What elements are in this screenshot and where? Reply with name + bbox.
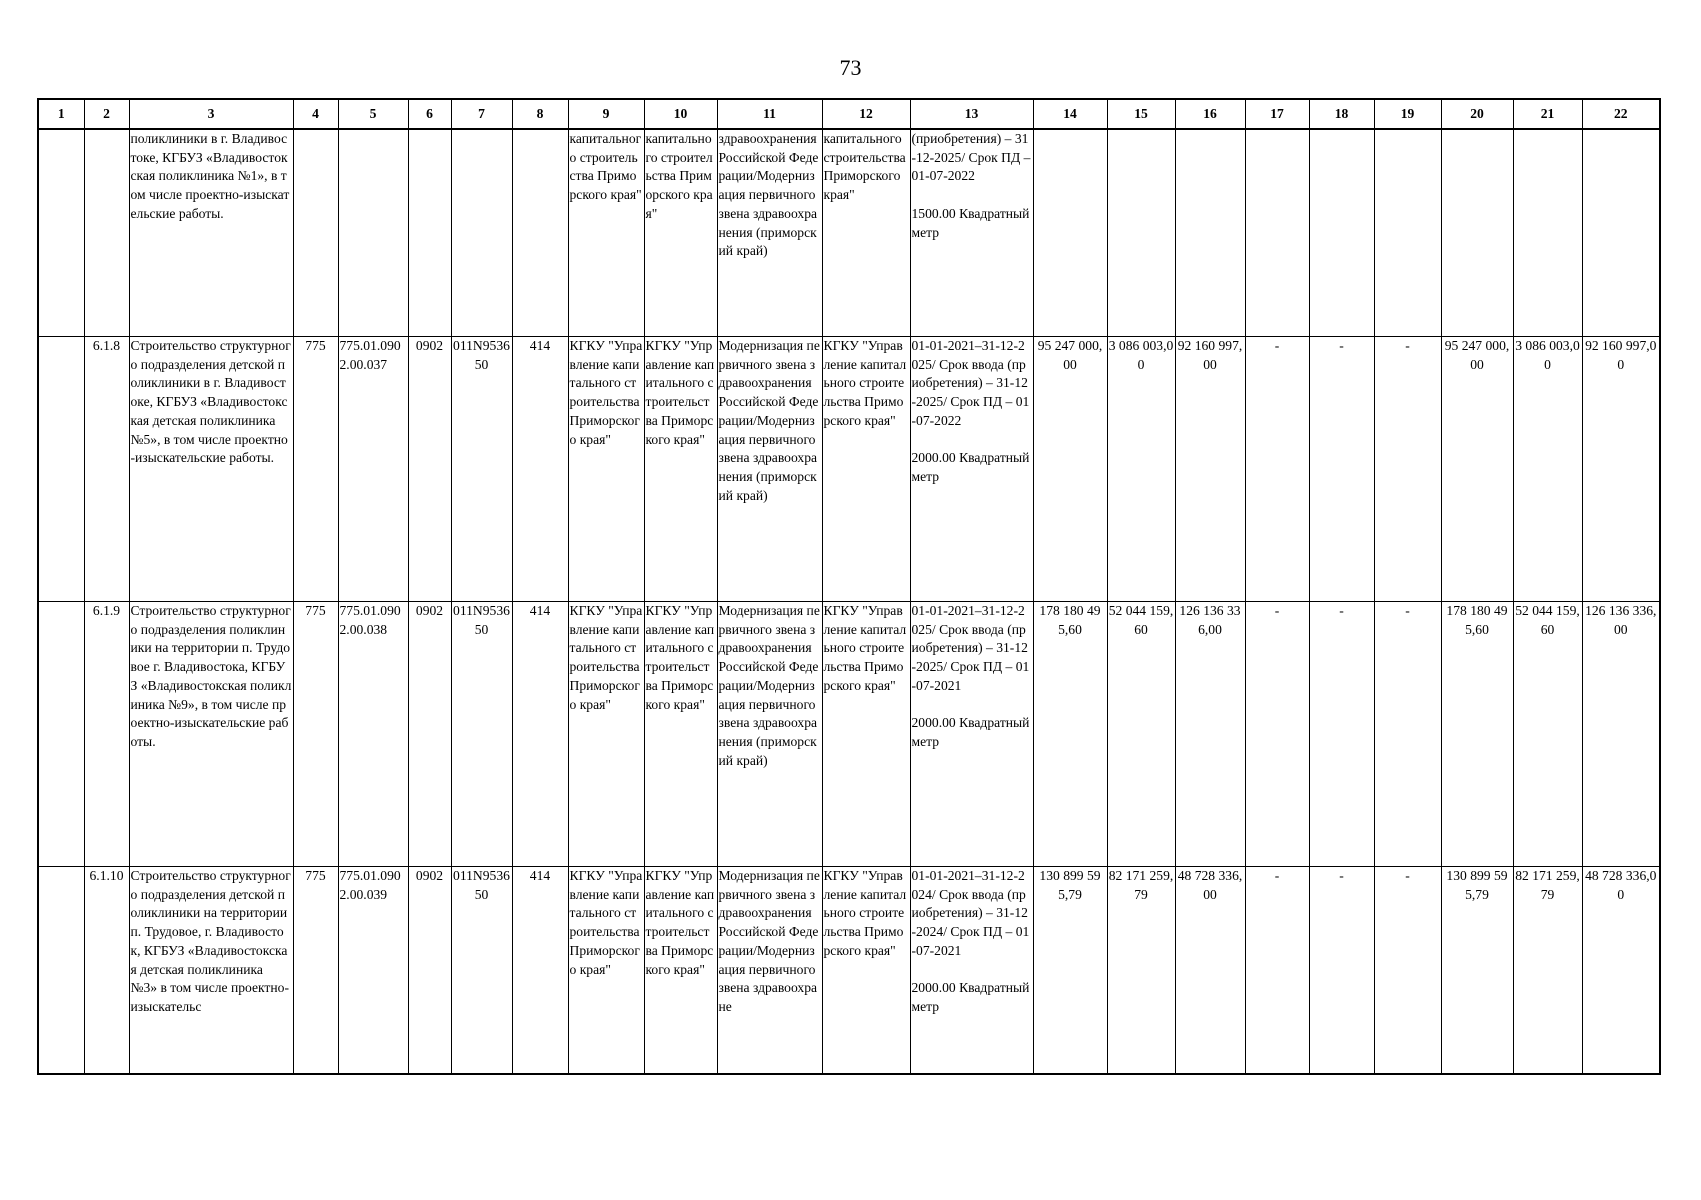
cell-organization: КГКУ "Управление капитального строительства Приморского края" (822, 867, 910, 1075)
cell-amount: 48 728 336,00 (1582, 867, 1660, 1075)
cell-section: 0902 (408, 867, 451, 1075)
cell-amount: 3 086 003,00 (1107, 337, 1175, 602)
cell-target-article: 011N953650 (451, 602, 512, 867)
cell-customer: КГКУ "Управление капитального строительства Приморского края" (568, 867, 644, 1075)
cell-section: 0902 (408, 602, 451, 867)
cell-project: Модернизация первичного звена здравоохранения Российской Федерации/Модернизация первичного звена здравоохранения (приморский край) (717, 602, 822, 867)
cell-code: 775.01.0902.00.037 (338, 337, 408, 602)
cell-item-number: 6.1.8 (84, 337, 129, 602)
cell-amount: - (1245, 337, 1309, 602)
cell-amount: - (1374, 602, 1441, 867)
cell-amount: - (1245, 867, 1309, 1075)
cell-amount: 92 160 997,00 (1175, 337, 1245, 602)
cell-amount: 82 171 259,79 (1107, 867, 1175, 1075)
cell-target-article: 011N953650 (451, 867, 512, 1075)
cell-object-name: Строительство структурного подразделения детской поликлиники на территории п. Трудовое, г. Владивосток, КГБУЗ «Владивостокская детская поликлиника №3» в том числе проектно-изыскательс (129, 867, 293, 1075)
cell-target-article: 011N953650 (451, 337, 512, 602)
cell-amount: 95 247 000,00 (1441, 337, 1513, 602)
cell-amount: 130 899 595,79 (1033, 867, 1107, 1075)
cell-expense-type: 414 (512, 867, 568, 1075)
cell-amount: 82 171 259,79 (1513, 867, 1582, 1075)
column-header: 9 (568, 99, 644, 129)
cell-organization: КГКУ "Управление капитального строительства Приморского края" (822, 602, 910, 867)
column-header: 1 (38, 99, 84, 129)
column-header: 7 (451, 99, 512, 129)
table-row (38, 867, 1660, 1075)
cell-4 (293, 129, 338, 337)
column-header: 14 (1033, 99, 1107, 129)
cell-code: 775.01.0902.00.038 (338, 602, 408, 867)
column-header: 3 (129, 99, 293, 129)
cell-4: 775 (293, 867, 338, 1075)
cell-object-name: поликлиники в г. Владивостоке, КГБУЗ «Владивостокская поликлиника №1», в том числе проектно-изыскательские работы. (129, 129, 293, 337)
budget-table (37, 98, 1661, 1075)
cell-amount (1582, 129, 1660, 337)
cell-code: 775.01.0902.00.039 (338, 867, 408, 1075)
column-header: 19 (1374, 99, 1441, 129)
cell-amount (1513, 129, 1582, 337)
cell-section (408, 129, 451, 337)
cell-amount: - (1309, 602, 1374, 867)
cell-expense-type: 414 (512, 337, 568, 602)
cell-project: Модернизация первичного звена здравоохранения Российской Федерации/Модернизация первичного звена здравоохране (717, 867, 822, 1075)
cell-item-number: 6.1.9 (84, 602, 129, 867)
column-header: 20 (1441, 99, 1513, 129)
cell-amount: 178 180 495,60 (1441, 602, 1513, 867)
column-header: 2 (84, 99, 129, 129)
cell-developer: КГКУ "Управление капитального строительства Приморского края" (644, 602, 717, 867)
cell-organization: КГКУ "Управление капитального строительства Приморского края" (822, 337, 910, 602)
cell-amount: - (1245, 602, 1309, 867)
table-row (38, 129, 1660, 337)
cell-target-article (451, 129, 512, 337)
cell-expense-type: 414 (512, 602, 568, 867)
cell-amount: 126 136 336,00 (1175, 602, 1245, 867)
column-number-row (38, 99, 1660, 129)
cell-customer: КГКУ "Управление капитального строительства Приморского края" (568, 337, 644, 602)
cell-item-number: 6.1.10 (84, 867, 129, 1075)
cell-amount: 95 247 000,00 (1033, 337, 1107, 602)
cell-amount: - (1309, 337, 1374, 602)
cell-expense-type (512, 129, 568, 337)
page-number: 73 (839, 55, 862, 80)
cell-1 (38, 129, 84, 337)
cell-object-name: Строительство структурного подразделения детской поликлиники в г. Владивостоке, КГБУЗ «Владивостокская детская поликлиника №5», в том числе проектно-изыскательские работы. (129, 337, 293, 602)
cell-amount (1107, 129, 1175, 337)
cell-deadlines: (приобретения) – 31-12-2025/ Срок ПД – 01-07-2022 1500.00 Квадратный метр (910, 129, 1033, 337)
cell-deadlines: 01-01-2021–31-12-2025/ Срок ввода (приобретения) – 31-12-2025/ Срок ПД – 01-07-2021 2000.00 Квадратный метр (910, 602, 1033, 867)
column-header: 12 (822, 99, 910, 129)
column-header: 11 (717, 99, 822, 129)
cell-amount: 178 180 495,60 (1033, 602, 1107, 867)
cell-item-number (84, 129, 129, 337)
column-header: 21 (1513, 99, 1582, 129)
cell-section: 0902 (408, 337, 451, 602)
cell-4: 775 (293, 602, 338, 867)
cell-amount (1441, 129, 1513, 337)
cell-1 (38, 867, 84, 1075)
column-header: 5 (338, 99, 408, 129)
cell-1 (38, 337, 84, 602)
cell-developer: капитального строительства Приморского края" (644, 129, 717, 337)
cell-project: Модернизация первичного звена здравоохранения Российской Федерации/Модернизация первичного звена здравоохранения (приморский край) (717, 337, 822, 602)
cell-amount: 48 728 336,00 (1175, 867, 1245, 1075)
cell-amount (1175, 129, 1245, 337)
column-header: 4 (293, 99, 338, 129)
cell-developer: КГКУ "Управление капитального строительства Приморского края" (644, 337, 717, 602)
cell-amount (1309, 129, 1374, 337)
cell-customer: КГКУ "Управление капитального строительства Приморского края" (568, 602, 644, 867)
cell-amount (1374, 129, 1441, 337)
cell-deadlines: 01-01-2021–31-12-2024/ Срок ввода (приобретения) – 31-12-2024/ Срок ПД – 01-07-2021 2000.00 Квадратный метр (910, 867, 1033, 1075)
cell-amount: - (1374, 867, 1441, 1075)
column-header: 17 (1245, 99, 1309, 129)
table-row (38, 337, 1660, 602)
cell-amount: 130 899 595,79 (1441, 867, 1513, 1075)
column-header: 15 (1107, 99, 1175, 129)
cell-deadlines: 01-01-2021–31-12-2025/ Срок ввода (приобретения) – 31-12-2025/ Срок ПД – 01-07-2022 2000.00 Квадратный метр (910, 337, 1033, 602)
cell-object-name: Строительство структурного подразделения поликлиники на территории п. Трудовое г. Владивостока, КГБУЗ «Владивостокская поликлиника №9», в том числе проектно-изыскательские работы. (129, 602, 293, 867)
cell-code (338, 129, 408, 337)
cell-amount (1033, 129, 1107, 337)
cell-1 (38, 602, 84, 867)
cell-amount: 126 136 336,00 (1582, 602, 1660, 867)
column-header: 10 (644, 99, 717, 129)
cell-amount: 52 044 159,60 (1107, 602, 1175, 867)
cell-customer: капитального строительства Приморского края" (568, 129, 644, 337)
cell-amount: 92 160 997,00 (1582, 337, 1660, 602)
cell-organization: капитального строительства Приморского края" (822, 129, 910, 337)
column-header: 13 (910, 99, 1033, 129)
cell-4: 775 (293, 337, 338, 602)
cell-amount: 3 086 003,00 (1513, 337, 1582, 602)
cell-amount: - (1309, 867, 1374, 1075)
cell-project: здравоохранения Российской Федерации/Модернизация первичного звена здравоохранения (приморский край) (717, 129, 822, 337)
cell-amount: - (1374, 337, 1441, 602)
cell-amount (1245, 129, 1309, 337)
column-header: 8 (512, 99, 568, 129)
cell-amount: 52 044 159,60 (1513, 602, 1582, 867)
column-header: 22 (1582, 99, 1660, 129)
column-header: 6 (408, 99, 451, 129)
column-header: 16 (1175, 99, 1245, 129)
table-row (38, 602, 1660, 867)
column-header: 18 (1309, 99, 1374, 129)
cell-developer: КГКУ "Управление капитального строительства Приморского края" (644, 867, 717, 1075)
